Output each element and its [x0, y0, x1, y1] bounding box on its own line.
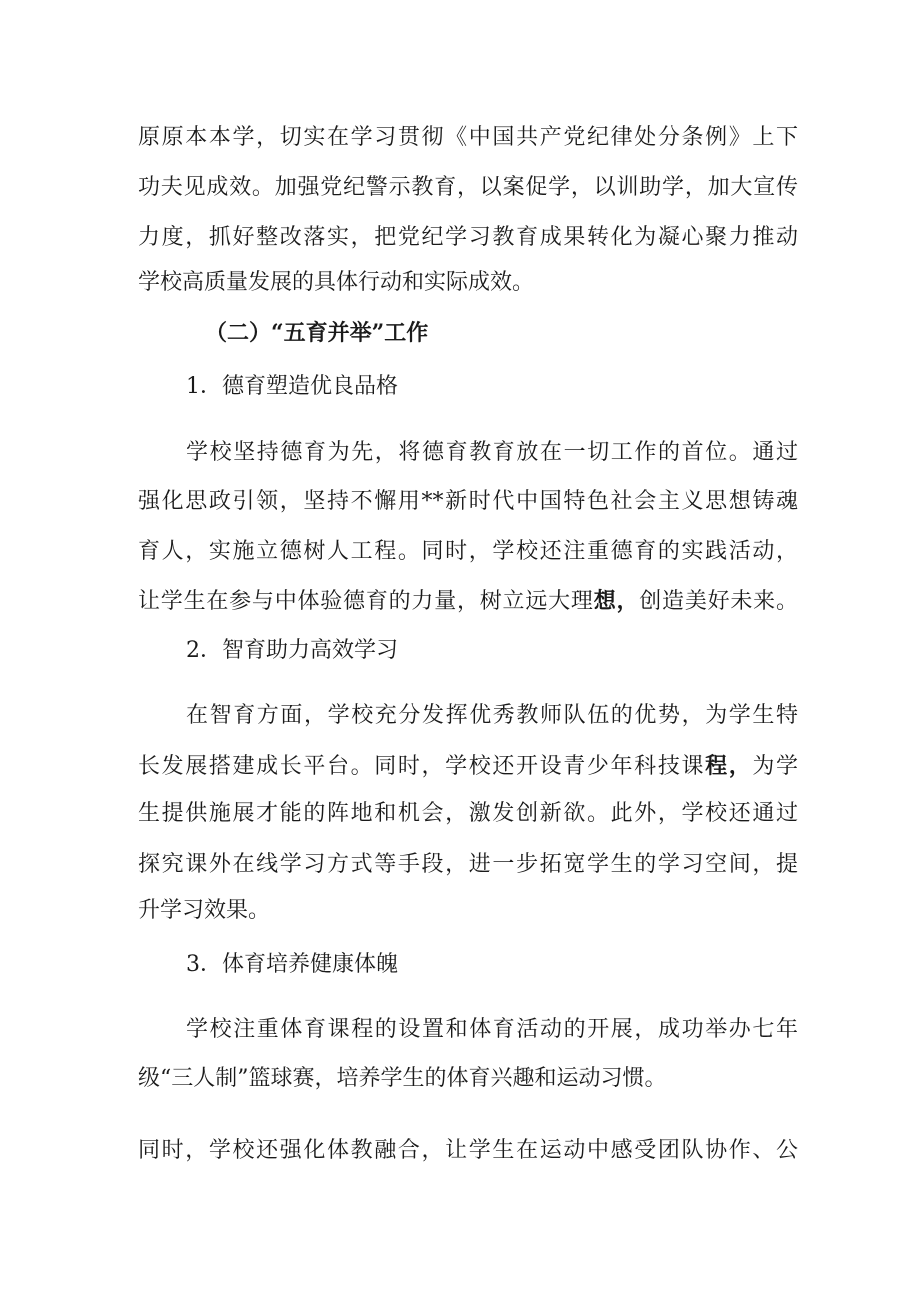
para3-line3: 生提供施展才能的阵地和机会，激发创新欲。此外，学校还通过	[138, 801, 798, 826]
para3-line2-post: 为学	[752, 754, 798, 779]
para3-line2	[138, 751, 798, 782]
para4-line1: 学校注重体育课程的设置和体育活动的开展，成功举办七年	[186, 1017, 798, 1042]
sub1-heading: 1．德育塑造优良品格	[186, 374, 398, 399]
para2-line3: 育人，实施立德树人工程。同时，学校还注重德育的实践活动，	[138, 539, 798, 564]
sub2-heading: 2．智育助力高效学习	[186, 638, 398, 663]
sub3-heading: 3．体育培养健康体魄	[186, 952, 398, 977]
para3-line4: 探究课外在线学习方式等手段，进一步拓宽学生的学习空间，提	[138, 852, 798, 877]
para4-line2: 级“三人制”篮球赛，培养学生的体育兴趣和运动习惯。	[138, 1066, 667, 1091]
para1-line1: 原原本本学，切实在学习贯彻《中国共产党纪律处分条例》上下	[138, 125, 798, 150]
para2-line2: 强化思政引领，坚持不懈用**新时代中国特色社会主义思想铸魂	[138, 489, 798, 514]
para2-line4	[138, 586, 798, 617]
para3-line5: 升学习效果。	[138, 898, 271, 923]
para2-line1: 学校坚持德育为先，将德育教育放在一切工作的首位。通过	[186, 440, 798, 465]
para3-line1: 在智育方面，学校充分发挥优秀教师队伍的优势，为学生特	[186, 703, 798, 728]
para3-line2-pre: 长发展搭建成长平台。同时，学校还开设青少年科技课	[138, 754, 706, 779]
para3-line2-bold: 程，	[705, 753, 753, 779]
para2-line4-bold: 想，	[593, 588, 640, 614]
section-heading: （二）“五育并举”工作	[205, 320, 429, 346]
para1-line3: 力度，抓好整改落实，把党纪学习教育成果转化为凝心聚力推动	[138, 225, 798, 250]
para1-line4: 学校高质量发展的具体行动和实际成效。	[138, 270, 535, 295]
para2-line4-post: 创造美好未来。	[639, 589, 798, 614]
para1-line2: 功夫见成效。加强党纪警示教育，以案促学，以训助学，加大宣传	[138, 175, 798, 200]
para2-line4-pre: 让学生在参与中体验德育的力量，树立远大理	[138, 589, 594, 614]
para5-line1: 同时，学校还强化体教融合，让学生在运动中感受团队协作、公	[138, 1138, 798, 1163]
